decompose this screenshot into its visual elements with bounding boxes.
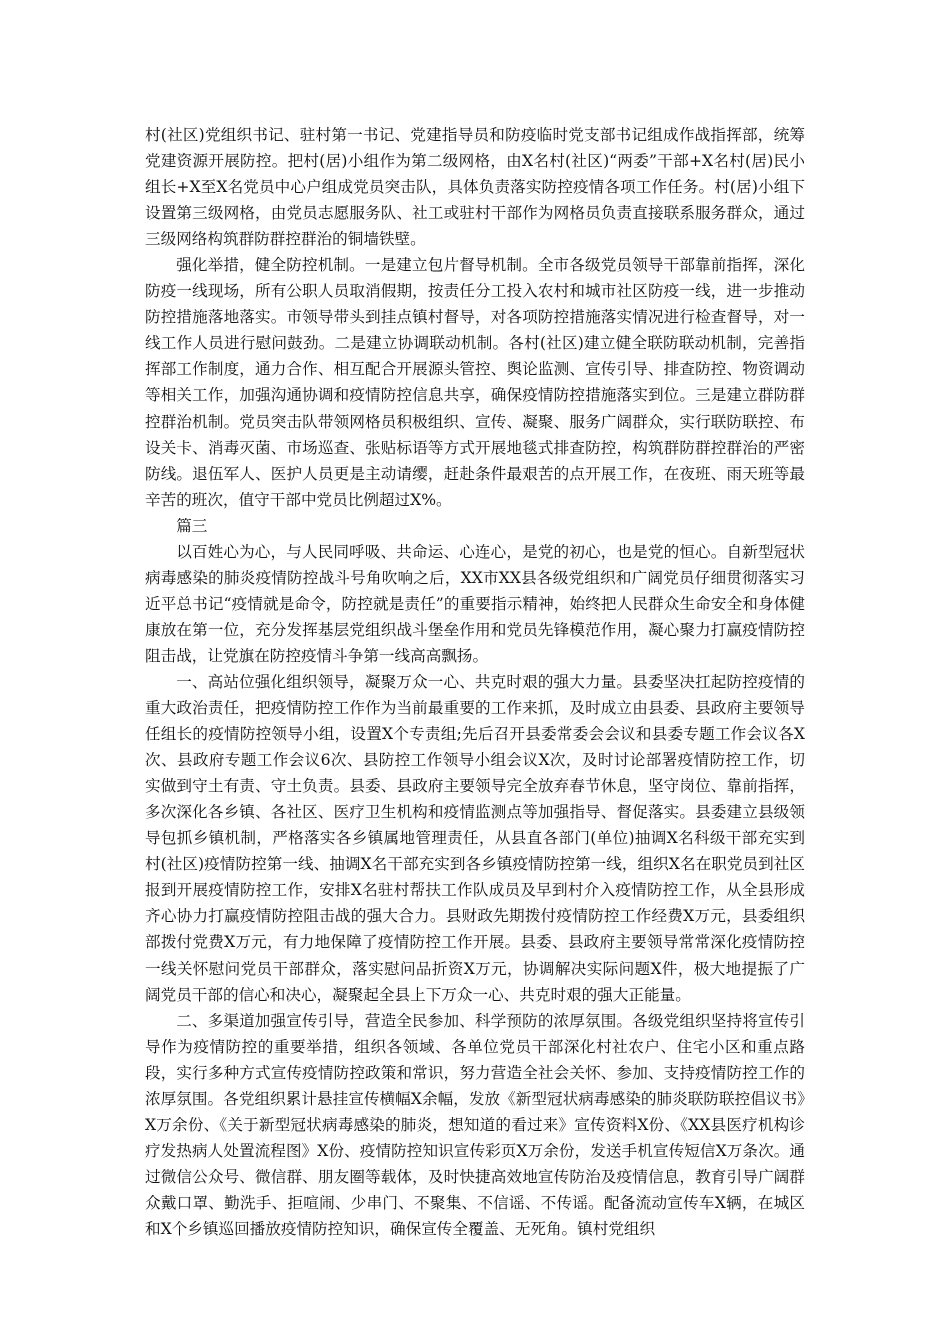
paragraph-intro: 以百姓心为心，与人民同呼吸、共命运、心连心，是党的初心，也是党的恒心。自新型冠状病毒感染的肺炎疫情防控战斗号角吹响之后，XX市XX县各级党组织和广阔党员仔细贯彻落实习近平总书记“疫情就是命令，防控就是责任”的重要指示精神，始终把人民群众生命安全和身体健康放在第一位，充分发挥基层党组织战斗堡垒作用和党员先锋模范作用，凝心聚力打赢疫情防控阻击战，让党旗在防控疫情斗争第一线高高飘扬。 (145, 542, 805, 665)
paragraph-control-mechanism: 强化举措，健全防控机制。一是建立包片督导机制。全市各级党员领导干部靠前指挥，深化防疫一线现场，所有公职人员取消假期，按责任分工投入农村和城市社区防疫一线，进一步推动防控措施落地落实。市领导带头到挂点镇村督导，对各项防控措施落实情况进行检查督导，对一线工作人员进行慰问鼓劲。二是建立协调联动机制。各村(社区)建立健全联防联动机制，完善指挥部工作制度，通力合作、相互配合开展源头管控、舆论监测、宣传引导、排查防控、物资调动等相关工作，加强沟通协调和疫情防控信息共享，确保疫情防控措施落实到位。三是建立群防群控群治机制。党员突击队带领网格员积极组织、宣传、凝聚、服务广阔群众，实行联防联控、布设关卡、消毒灭菌、市场巡查、张贴标语等方式开展地毯式排查防控，构筑群防群控群治的严密防线。退伍军人、医护人员更是主动请缨，赶赴条件最艰苦的点开展工作，在夜班、雨天班等最辛苦的班次，值守干部中党员比例超过X%。 (145, 256, 805, 509)
document-body (145, 122, 805, 1242)
paragraph-organization-leadership: 一、高站位强化组织领导，凝聚万众一心、共克时艰的强大力量。县委坚决扛起防控疫情的重大政治责任，把疫情防控工作作为当前最重要的工作来抓，及时成立由县委、县政府主要领导任组长的疫情防控领导小组，设置X个专责组;先后召开县委常委会会议和县委专题工作会议各X次、县政府专题工作会议6次、县防控工作领导小组会议X次，及时讨论部署疫情防控工作，切实做到守土有责、守土负责。县委、县政府主要领导完全放弃春节休息，坚守岗位、靠前指挥，多次深化各乡镇、各社区、医疗卫生机构和疫情监测点等加强指导、督促落实。县委建立县级领导包抓乡镇机制，严格落实各乡镇属地管理责任，从县直各部门(单位)抽调X名科级干部充实到村(社区)疫情防控第一线、抽调X名干部充实到各乡镇疫情防控第一线，组织X名在职党员到社区报到开展疫情防控工作，安排X名驻村帮扶工作队成员及早到村介入疫情防控工作，从全县形成齐心协力打赢疫情防控阻击战的强大合力。县财政先期拨付疫情防控工作经费X万元，县委组织部拨付党费X万元，有力地保障了疫情防控工作开展。县委、县政府主要领导常常深化疫情防控一线关怀慰问党员干部群众，落实慰问品折资X万元，协调解决实际问题X件，极大地提振了广阔党员干部的信心和决心，凝聚起全县上下万众一心、共克时艰的强大正能量。 (145, 672, 805, 1004)
paragraph-publicity-guidance: 二、多渠道加强宣传引导，营造全民参加、科学预防的浓厚氛围。各级党组织坚持将宣传引导作为疫情防控的重要举措，组织各领域、各单位党员干部深化村社农户、住宅小区和重点路段，实行多种方式宣传疫情防控政策和常识，努力营造全社会关怀、参加、支持疫情防控工作的浓厚氛围。各党组织累计悬挂宣传横幅X余幅，发放《新型冠状病毒感染的肺炎联防联控倡议书》X万余份、《关于新型冠状病毒感染的肺炎，想知道的看过来》宣传资料X份、《XX县医疗机构诊疗发热病人处置流程图》X份、疫情防控知识宣传彩页X万余份，发送手机宣传短信X万条次。通过微信公众号、微信群、朋友圈等载体，及时快捷高效地宣传防治及疫情信息，教育引导广阔群众戴口罩、勤洗手、拒喧闹、少串门、不聚集、不信谣、不传谣。配备流动宣传车X辆，在城区和X个乡镇巡回播放疫情防控知识，确保宣传全覆盖、无死角。镇村党组织 (145, 1011, 805, 1238)
paragraph-continuation: 村(社区)党组织书记、驻村第一书记、党建指导员和防疫临时党支部书记组成作战指挥部，统筹党建资源开展防控。把村(居)小组作为第二级网格，由X名村(社区)“两委”干部+X名村(居)民小组长+X至X名党员中心户组成党员突击队，具体负责落实防控疫情各项工作任务。村(居)小组下设置第三级网格，由党员志愿服务队、社工或驻村干部作为网格员负责直接联系服务群众，通过三级网络构筑群防群控群治的铜墙铁壁。 (145, 126, 805, 249)
section-heading: 篇三 (176, 516, 208, 535)
